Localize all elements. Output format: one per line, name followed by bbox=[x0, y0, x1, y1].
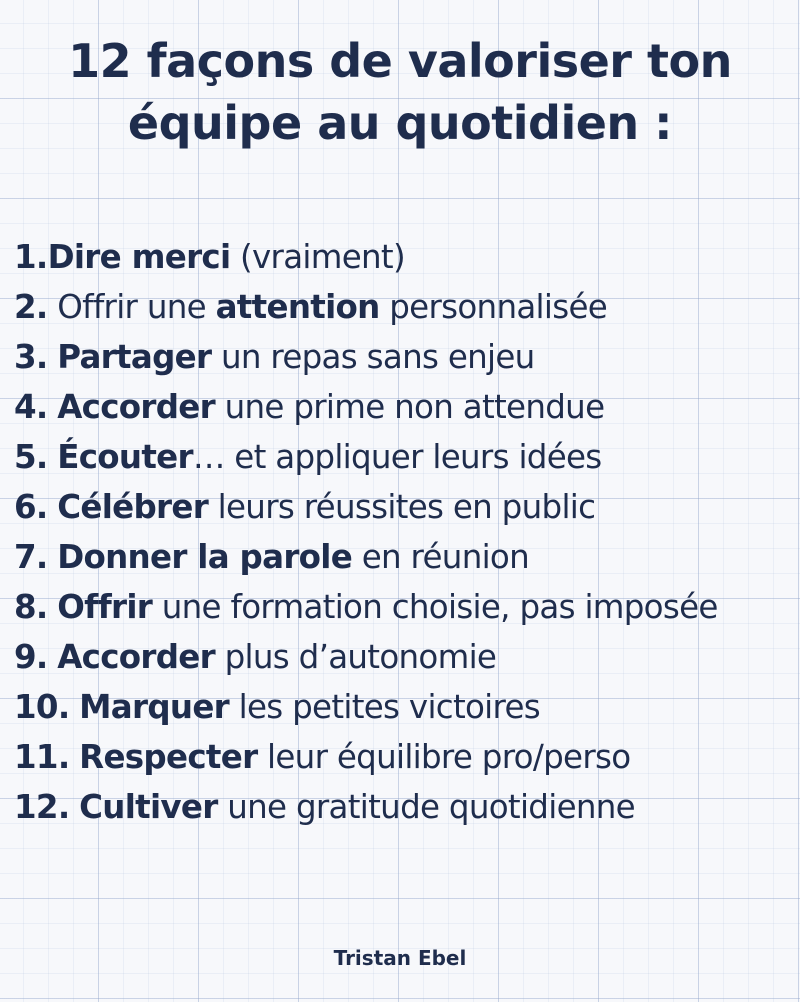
list-item bbox=[14, 432, 794, 482]
item-text-before bbox=[48, 438, 58, 476]
title-line-2: équipe au quotidien : bbox=[127, 96, 673, 150]
item-keyword: Cultiver bbox=[79, 788, 218, 826]
item-keyword: Partager bbox=[57, 338, 212, 376]
list-item bbox=[14, 582, 794, 632]
title-line-1: 12 façons de valoriser ton bbox=[68, 34, 732, 88]
item-number: 8. bbox=[14, 588, 48, 626]
item-text-after: un repas sans enjeu bbox=[211, 338, 535, 376]
item-text-after: leur équilibre pro/perso bbox=[257, 738, 631, 776]
item-keyword: attention bbox=[215, 288, 380, 326]
item-keyword: Célébrer bbox=[57, 488, 209, 526]
page-title bbox=[0, 30, 800, 154]
item-text-before bbox=[69, 788, 79, 826]
item-text-before bbox=[48, 488, 58, 526]
item-text-after: (vraiment) bbox=[230, 238, 405, 276]
item-number: 3. bbox=[14, 338, 48, 376]
item-text-before bbox=[48, 588, 58, 626]
item-text-after: les petites victoires bbox=[229, 688, 540, 726]
item-text-before bbox=[48, 638, 58, 676]
list-item bbox=[14, 282, 794, 332]
item-number: 9. bbox=[14, 638, 48, 676]
item-keyword: Offrir bbox=[57, 588, 153, 626]
item-number: 10. bbox=[14, 688, 70, 726]
item-number: 12. bbox=[14, 788, 70, 826]
item-text-before bbox=[69, 738, 79, 776]
tips-list bbox=[14, 232, 794, 832]
item-text-after: une prime non attendue bbox=[214, 388, 605, 426]
list-item bbox=[14, 682, 794, 732]
item-number: 6. bbox=[14, 488, 48, 526]
item-number: 1. bbox=[14, 238, 48, 276]
item-keyword: Dire merci bbox=[47, 238, 231, 276]
item-text-after: une formation choisie, pas imposée bbox=[152, 588, 718, 626]
item-text-after: plus d’autonomie bbox=[214, 638, 497, 676]
item-text-after: en réunion bbox=[352, 538, 529, 576]
list-item bbox=[14, 532, 794, 582]
list-item bbox=[14, 782, 794, 832]
item-keyword: Accorder bbox=[57, 638, 215, 676]
item-number: 2. bbox=[14, 288, 48, 326]
item-keyword: Donner la parole bbox=[57, 538, 353, 576]
list-item bbox=[14, 482, 794, 532]
item-text-before bbox=[48, 388, 58, 426]
item-text-after: leurs réussites en public bbox=[208, 488, 596, 526]
item-text-after: une gratitude quotidienne bbox=[217, 788, 635, 826]
item-keyword: Écouter bbox=[57, 438, 193, 476]
item-number: 5. bbox=[14, 438, 48, 476]
item-number: 4. bbox=[14, 388, 48, 426]
item-text-before bbox=[48, 338, 58, 376]
item-keyword: Respecter bbox=[79, 738, 258, 776]
list-item bbox=[14, 632, 794, 682]
item-number: 7. bbox=[14, 538, 48, 576]
item-text-before bbox=[69, 688, 79, 726]
item-text-after: personnalisée bbox=[379, 288, 608, 326]
list-item bbox=[14, 232, 794, 282]
item-number: 11. bbox=[14, 738, 70, 776]
list-item bbox=[14, 732, 794, 782]
item-text-before: Offrir une bbox=[47, 288, 216, 326]
item-text-before bbox=[48, 538, 58, 576]
item-keyword: Marquer bbox=[79, 688, 229, 726]
list-item bbox=[14, 332, 794, 382]
item-keyword: Accorder bbox=[57, 388, 215, 426]
list-item bbox=[14, 382, 794, 432]
author-signature: Tristan Ebel bbox=[333, 946, 467, 970]
item-text-after: … et appliquer leurs idées bbox=[192, 438, 602, 476]
